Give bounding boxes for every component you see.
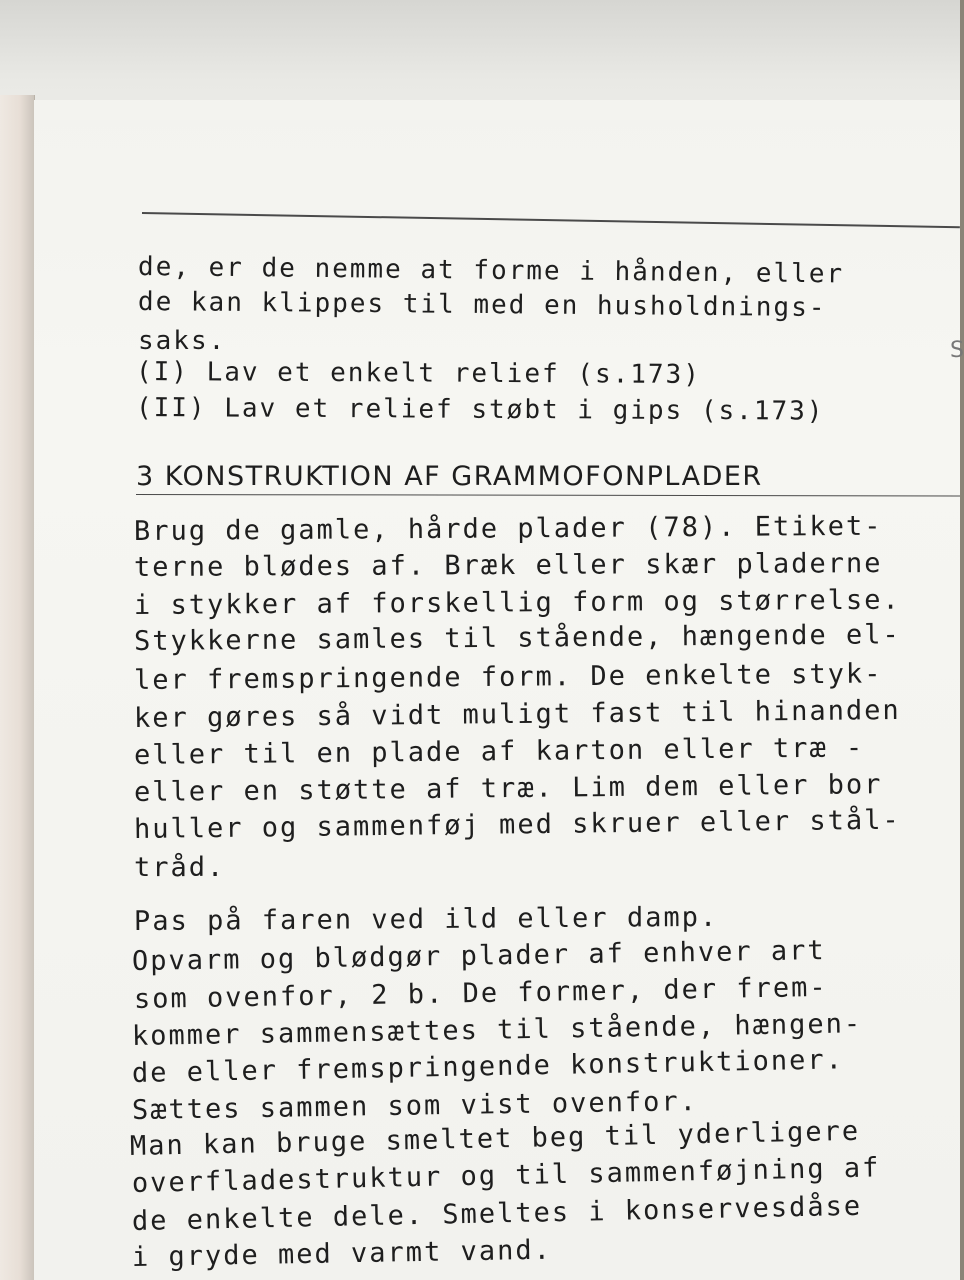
paragraph-line: ler fremspringende form. De enkelte styk- — [133, 658, 883, 696]
paragraph-line: huller og sammenføj med skruer eller stål- — [133, 804, 901, 845]
intro-line: (II) Lav et relief støbt i gips (s.173) — [135, 393, 825, 427]
paragraph-line: Opvarm og blødgør plader af enhver art — [131, 935, 826, 977]
intro-line: (I) Lav et enkelt relief (s.173) — [135, 357, 701, 390]
paragraph-line: kommer sammensættes til stående, hængen- — [131, 1008, 863, 1052]
paragraph-line: de enkelte dele. Smeltes i konservesdåse — [131, 1190, 863, 1237]
paragraph-line: Pas på faren ved ild eller damp. — [133, 901, 719, 937]
paragraph-line: i stykker af forskellig form og størrelse. — [133, 584, 901, 621]
paragraph-line: tråd. — [134, 852, 226, 883]
paragraph-line: de eller fremspringende konstruktioner. — [131, 1044, 845, 1089]
margin-mark: S — [950, 338, 964, 363]
paragraph-line: eller til en plade af karton eller træ - — [133, 732, 865, 771]
paragraph-line: eller en støtte af træ. Lim dem eller bor — [133, 769, 883, 808]
paragraph-line: Man kan bruge smeltet beg til yderligere — [129, 1115, 861, 1162]
paragraph-line: i gryde med varmt vand. — [131, 1234, 553, 1273]
paragraph-line: Sættes sammen som vist ovenfor. — [131, 1086, 699, 1126]
section-heading: 3 KONSTRUKTION AF GRAMMOFONPLADER — [136, 461, 763, 492]
intro-line: saks. — [138, 326, 227, 356]
paragraph-line: Stykkerne samles til stående, hængende el- — [133, 619, 901, 657]
paragraph-line: overfladestruktur og til sammenføjning af — [131, 1152, 881, 1199]
paragraph-line: ker gøres så vidt muligt fast til hinanden — [133, 694, 901, 734]
paragraph-line: terne blødes af. Bræk eller skær pladerne — [133, 548, 883, 583]
paragraph-line: Brug de gamle, hårde plader (78). Etiket- — [133, 510, 883, 547]
book-spine-edge — [0, 95, 35, 1280]
intro-line: de kan klippes til med en husholdnings- — [137, 287, 827, 324]
intro-line: de, er de nemme at forme i hånden, eller — [137, 252, 845, 290]
paragraph-line: som ovenfor, 2 b. De former, der frem- — [133, 971, 828, 1015]
